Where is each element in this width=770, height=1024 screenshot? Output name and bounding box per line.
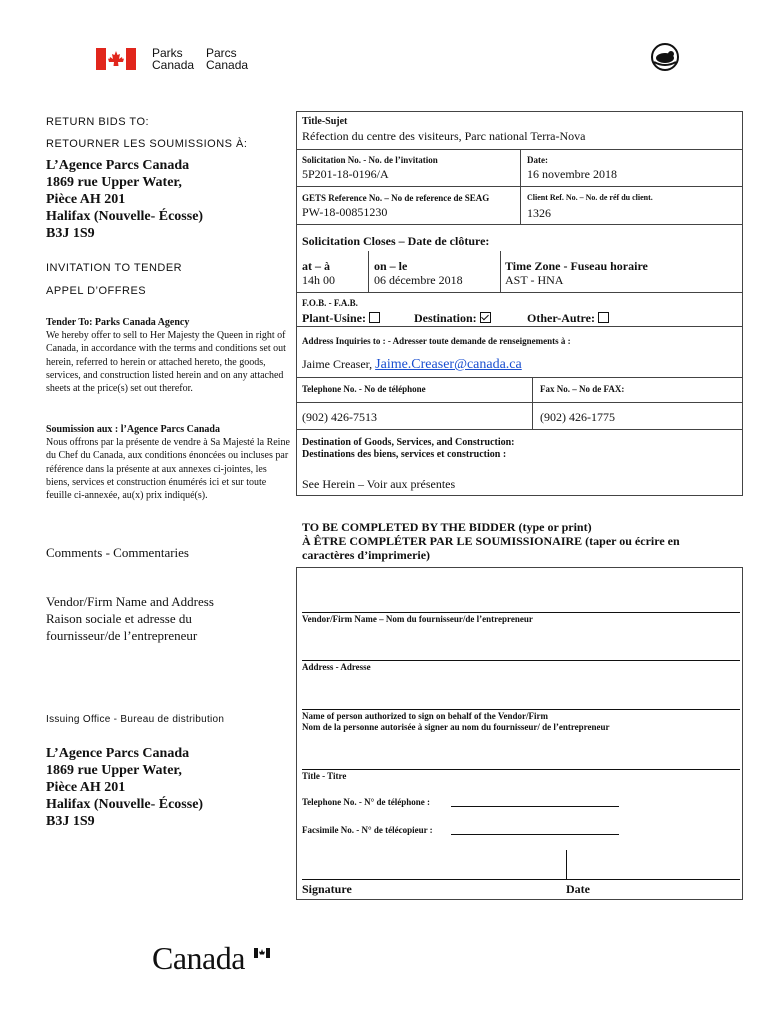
vendor-line: fournisseur/de l’entrepreneur (46, 628, 198, 643)
bidder-instructions (302, 520, 680, 562)
at-value: 14h 00 (302, 273, 335, 287)
soumission-body: Nous offrons par la présente de vendre à Sa Majesté la Reine du Chef du Canada, aux conditions énoncées ou incluses par référence dans la présente at aux annexes ci-jointes, les biens, services et construction énumérés ici et sur toute feuille ci-annexée, au(x) prix indiqué(s). (46, 437, 290, 502)
contact (302, 357, 522, 373)
see-herein: See Herein – Voir aux présentes (302, 477, 456, 491)
destination-goods-en: Destination of Goods, Services, and Construction: (302, 437, 515, 448)
solicitation-value: 5P201-18-0196/A (302, 167, 389, 181)
title-field[interactable] (302, 769, 740, 770)
address-line: Pièce AH 201 (46, 192, 126, 207)
issuing-address (46, 745, 203, 830)
other-label: Other-Autre: (527, 311, 595, 325)
telephone-label: Telephone No. - N° de téléphone : (302, 797, 431, 807)
telephone-field[interactable] (451, 806, 619, 807)
bidder-line: TO BE COMPLETED BY THE BIDDER (type or print) (302, 520, 592, 534)
address-line: 1869 rue Upper Water, (46, 763, 182, 778)
on-value: 06 décembre 2018 (374, 273, 463, 287)
facsimile-label: Facsimile No. - N° de télécopieur : (302, 825, 433, 835)
soumission-heading: Soumission aux : l’Agence Parcs Canada (46, 424, 220, 435)
address-line: Halifax (Nouvelle- Écosse) (46, 209, 204, 224)
parks-en: Parks (152, 46, 183, 60)
issuing-office: Issuing Office - Bureau de distribution (46, 714, 225, 725)
tender-heading: Tender To: Parks Canada Agency (46, 317, 190, 328)
wordmark-text: Canada (152, 940, 245, 976)
vendor-line: Vendor/Firm Name and Address (46, 594, 214, 609)
contact-name: Jaime Creaser, (302, 357, 373, 371)
gets-value: PW-18-00851230 (302, 205, 388, 219)
timezone-label: Time Zone - Fuseau horaire (505, 259, 648, 273)
address-inquiries-label: Address Inquiries to : - Adresser toute demande de renseignements à : (302, 336, 571, 346)
invitation-en: INVITATION TO TENDER (46, 262, 183, 274)
vendor-name-label: Vendor/Firm Name – Nom du fournisseur/de l’entrepreneur (302, 614, 533, 624)
title-value: Réfection du centre des visiteurs, Parc national Terra-Nova (302, 129, 586, 143)
canada-en: Canada (152, 58, 195, 72)
plant-label: Plant-Usine: (302, 311, 366, 325)
return-address (46, 157, 203, 242)
authorized-name-label (302, 711, 610, 733)
address-field[interactable] (302, 660, 740, 661)
gets-label: GETS Reference No. – No de reference de SEAG (302, 193, 490, 203)
canada-fr: Canada (206, 58, 249, 72)
title-titre-label: Title - Titre (302, 771, 347, 781)
fax-value: (902) 426-1775 (540, 410, 615, 424)
plant-checkbox[interactable] (369, 312, 380, 323)
address-line: B3J 1S9 (46, 226, 95, 241)
date-value: 16 novembre 2018 (527, 167, 617, 181)
vendor-name-field[interactable] (302, 612, 740, 613)
address-line: L’Agence Parcs Canada (46, 746, 190, 761)
canada-wordmark (152, 940, 272, 980)
title-label: Title-Sujet (302, 116, 348, 127)
address-line: Pièce AH 201 (46, 780, 126, 795)
client-ref-value: 1326 (527, 206, 551, 220)
timezone-value: AST - HNA (505, 273, 564, 287)
canada-flag-icon (96, 48, 136, 70)
parks-canada-logo (96, 47, 256, 73)
return-bids-en: RETURN BIDS TO: (46, 116, 150, 128)
address-line: B3J 1S9 (46, 814, 95, 829)
return-bids-fr: RETOURNER LES SOUMISSIONS À: (46, 138, 248, 150)
wordmark-flag-icon (254, 948, 270, 958)
signature-field[interactable] (302, 879, 740, 880)
at-label: at – à (302, 259, 330, 273)
other-checkbox[interactable] (598, 312, 609, 323)
address-line: 1869 rue Upper Water, (46, 175, 182, 190)
bidder-line: caractères d’imprimerie) (302, 548, 431, 562)
signature-label: Signature (302, 882, 352, 896)
parcs-fr: Parcs (206, 46, 237, 60)
date-sign-label: Date (566, 882, 590, 896)
fob-label: F.O.B. - F.A.B. (302, 298, 358, 308)
vendor-line: Raison sociale et adresse du (46, 611, 192, 626)
contact-email-link[interactable]: Jaime.Creaser@canada.ca (375, 357, 522, 372)
fax-label: Fax No. – No de FAX: (540, 384, 625, 394)
comments-label: Comments - Commentaries (46, 545, 189, 560)
beaver-emblem-icon (650, 42, 680, 72)
bidder-line: À ÊTRE COMPLÉTER PAR LE SOUMISSIONAIRE (taper ou écrire en (302, 534, 680, 548)
destination-goods-fr: Destinations des biens, services et construction : (302, 449, 507, 460)
tender-body: We hereby offer to sell to Her Majesty the Queen in right of Canada, in accordance with the terms and conditions set out herein, referred to herein or attached hereto, the goods, services, and construction listed herein and on any attached sheets at the price(s) set out therefor. (46, 330, 286, 395)
auth-line: Name of person authorized to sign on behalf of the Vendor/Firm (302, 711, 548, 721)
auth-line: Nom de la personne autorisée à signer au nom du fournisseur/ de l’entrepreneur (302, 722, 610, 732)
closes-label: Solicitation Closes – Date de clôture: (302, 234, 490, 248)
address-label: Address - Adresse (302, 662, 371, 672)
address-line: Halifax (Nouvelle- Écosse) (46, 797, 204, 812)
facsimile-field[interactable] (451, 834, 619, 835)
date-label: Date: (527, 155, 548, 165)
vendor-address-label (46, 593, 214, 644)
address-line: L’Agence Parcs Canada (46, 158, 190, 173)
phone-label: Telephone No. - No de téléphone (302, 384, 426, 394)
phone-value: (902) 426-7513 (302, 410, 377, 424)
invitation-fr: APPEL D’OFFRES (46, 285, 147, 297)
fob-other (527, 311, 609, 326)
fob-plant (302, 311, 380, 326)
on-label: on – le (374, 259, 408, 273)
client-ref-label: Client Ref. No. – No. de réf du client. (527, 193, 653, 202)
authorized-name-field[interactable] (302, 709, 740, 710)
solicitation-label: Solicitation No. - No. de l’invitation (302, 155, 438, 165)
fob-destination (414, 311, 491, 326)
destination-label: Destination: (414, 311, 477, 325)
destination-checkbox[interactable] (480, 312, 491, 323)
